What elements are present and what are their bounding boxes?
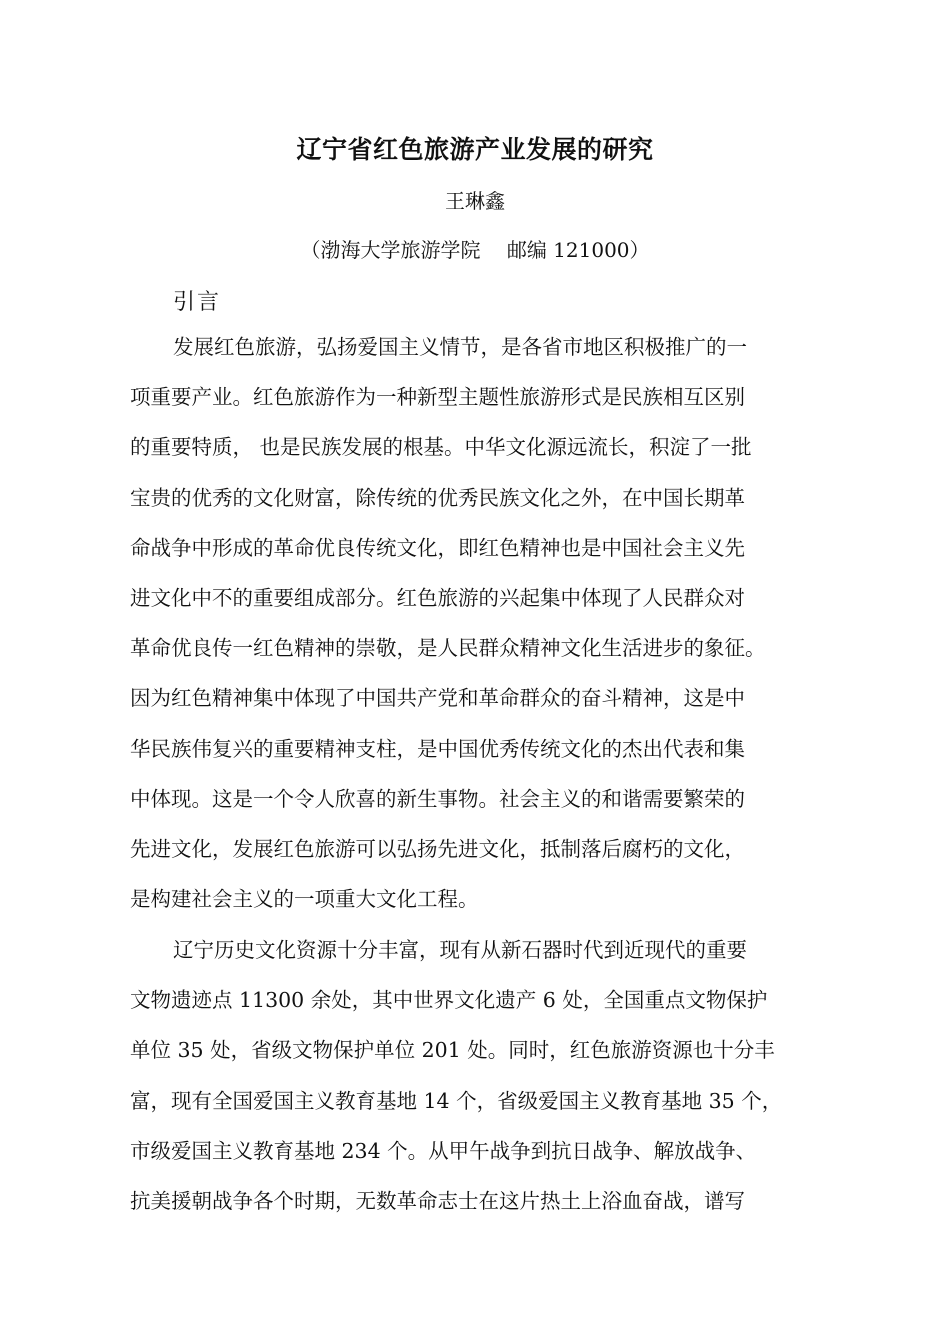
paragraph-line: 中体现。这是一个令人欣喜的新生事物。社会主义的和谐需要繁荣的 <box>130 786 745 811</box>
paragraph-line: 辽宁历史文化资源十分丰富，现有从新石器时代到近现代的重要 <box>173 938 747 962</box>
paragraph-line: 革命优良传一红色精神的崇敬，是人民群众精神文化生活进步的象征。 <box>130 636 766 661</box>
paragraph-line: 命战争中形成的革命优良传统文化，即红色精神也是中国社会主义先 <box>130 535 745 560</box>
paragraph-line: 抗美援朝战争各个时期，无数革命志士在这片热土上浴血奋战，谱写 <box>130 1188 745 1213</box>
paragraph-line: 市级爱国主义教育基地 234 个。从甲午战争到抗日战争、解放战争、 <box>130 1138 757 1163</box>
paragraph-2 <box>130 925 820 1226</box>
paragraph-line: 华民族伟复兴的重要精神支柱，是中国优秀传统文化的杰出代表和集 <box>130 736 745 761</box>
paragraph-line: 文物遗迹点 11300 余处，其中世界文化遗产 6 处，全国重点文物保护 <box>130 988 768 1013</box>
author-affiliation: （渤海大学旅游学院 邮编 121000） <box>300 238 650 262</box>
paragraph-line: 宝贵的优秀的文化财富，除传统的优秀民族文化之外，在中国长期革 <box>130 485 745 510</box>
paragraph-line: 因为红色精神集中体现了中国共产党和革命群众的奋斗精神，这是中 <box>130 686 745 711</box>
author-name: 王琳鑫 <box>445 189 505 213</box>
paragraph-line: 发展红色旅游，弘扬爱国主义情节，是各省市地区积极推广的一 <box>173 335 747 359</box>
paragraph-line: 项重要产业。红色旅游作为一种新型主题性旅游形式是民族相互区别 <box>130 385 745 410</box>
paragraph-line: 富，现有全国爱国主义教育基地 14 个，省级爱国主义教育基地 35 个， <box>130 1088 783 1113</box>
paragraph-line: 先进文化，发展红色旅游可以弘扬先进文化，抵制落后腐朽的文化， <box>130 836 745 861</box>
paragraph-1 <box>130 322 820 924</box>
paragraph-line: 的重要特质， 也是民族发展的根基。中华文化源远流长，积淀了一批 <box>130 435 752 460</box>
section-heading: 引言 <box>173 290 222 315</box>
paragraph-line: 是构建社会主义的一项重大文化工程。 <box>130 887 479 912</box>
document-title: 辽宁省红色旅游产业发展的研究 <box>296 135 654 164</box>
paragraph-line: 单位 35 处，省级文物保护单位 201 处。同时，红色旅游资源也十分丰 <box>130 1038 775 1063</box>
paragraph-line: 进文化中不的重要组成部分。红色旅游的兴起集中体现了人民群众对 <box>130 585 745 610</box>
